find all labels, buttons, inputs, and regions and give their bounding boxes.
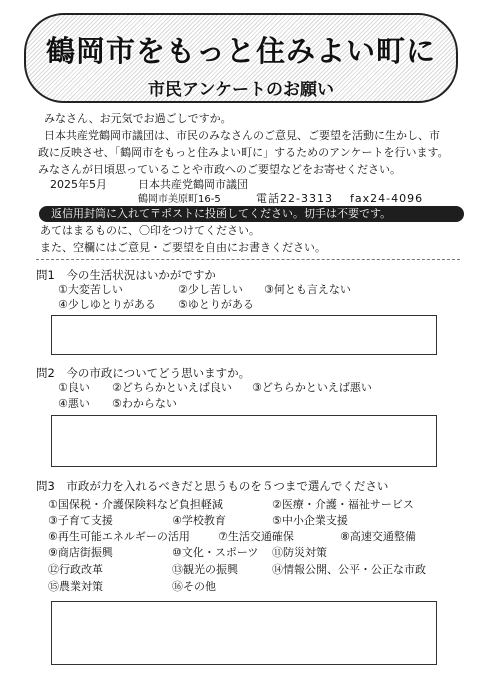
return-notice-bar: 返信用封筒に入れて〒ポストに投函してください。切手は不要です。 — [39, 206, 464, 222]
fax-number: fax24-4096 — [350, 192, 424, 205]
instruction-line-2: また、空欄にはご意見・ご要望を自由にお書きください。 — [40, 241, 326, 254]
q3-option-5[interactable]: ⑤中小企業支援 — [272, 514, 348, 527]
q3-option-13[interactable]: ⑬観光の振興 — [172, 563, 238, 576]
intro-line-4: みなさんが日頃思っていることや市政へのご要望などをお寄せください。 — [38, 163, 401, 176]
q3-option-11[interactable]: ⑪防災対策 — [272, 546, 327, 559]
q3-option-12[interactable]: ⑫行政改革 — [48, 563, 103, 576]
q1-option-2[interactable]: ②少し苦しい — [178, 283, 243, 296]
page-title: 鶴岡市をもっと住みよい町に — [45, 34, 436, 68]
q3-option-10[interactable]: ⑩文化・スポーツ — [172, 546, 259, 559]
q2-option-1[interactable]: ①良い — [58, 381, 90, 394]
intro-line-3: 政に反映させ、「鶴岡市をもっと住みよい町に」するためのアンケートを行います。 — [38, 146, 449, 159]
q1-option-5[interactable]: ⑤ゆとりがある — [178, 298, 254, 311]
q3-option-8[interactable]: ⑧高速交通整備 — [340, 530, 416, 543]
q2-comment-box[interactable] — [51, 415, 437, 467]
q3-comment-box[interactable] — [51, 601, 437, 665]
q3-option-16[interactable]: ⑯その他 — [172, 580, 216, 593]
header-banner — [24, 13, 458, 103]
q3-option-6[interactable]: ⑥再生可能エネルギーの活用 — [48, 530, 190, 543]
q1-option-4[interactable]: ④少しゆとりがある — [58, 298, 156, 311]
q3-label: 問3 市政が力を入れるべきだと思うものを５つまで選んでください — [36, 479, 389, 493]
q2-option-4[interactable]: ④悪い — [58, 397, 90, 410]
q3-option-9[interactable]: ⑨商店街振興 — [48, 546, 113, 559]
q3-option-7[interactable]: ⑦生活交通確保 — [218, 530, 294, 543]
issue-date: 2025年5月 — [50, 178, 107, 191]
q3-option-2[interactable]: ②医療・介護・福祉サービス — [272, 498, 414, 511]
q1-comment-box[interactable] — [51, 315, 437, 355]
q2-label: 問2 今の市政についてどう思いますか。 — [36, 366, 251, 380]
instruction-line-1: あてはまるものに、〇印をつけてください。 — [40, 224, 260, 237]
q1-option-3[interactable]: ③何とも言えない — [264, 283, 351, 296]
intro-line-2: 日本共産党鶴岡市議団は、市民のみなさんのご意見、ご要望を活動に生かし、市 — [44, 129, 440, 142]
q1-label: 問1 今の生活状況はいかがですか — [36, 268, 216, 282]
q1-option-1[interactable]: ①大変苦しい — [58, 283, 123, 296]
q2-option-3[interactable]: ③どちらかといえば悪い — [252, 381, 372, 394]
intro-line-1: みなさん、お元気でお過ごしですか。 — [44, 112, 232, 125]
phone-number: 電話22-3313 — [256, 192, 333, 205]
q3-option-1[interactable]: ①国保税・介護保険料など負担軽減 — [48, 498, 223, 511]
page-subtitle: 市民アンケートのお願い — [148, 80, 334, 100]
section-divider — [36, 259, 460, 260]
q2-option-2[interactable]: ②どちらかといえば良い — [112, 381, 232, 394]
organization-address: 鶴岡市美原町16-5 — [138, 194, 221, 205]
organization-name: 日本共産党鶴岡市議団 — [138, 178, 248, 191]
q3-option-4[interactable]: ④学校教育 — [172, 514, 226, 527]
q3-option-3[interactable]: ③子育て支援 — [48, 514, 113, 527]
q3-option-14[interactable]: ⑭情報公開、公平・公正な市政 — [272, 563, 426, 576]
q3-option-15[interactable]: ⑮農業対策 — [48, 580, 103, 593]
q2-option-5[interactable]: ⑤わからない — [112, 397, 177, 410]
